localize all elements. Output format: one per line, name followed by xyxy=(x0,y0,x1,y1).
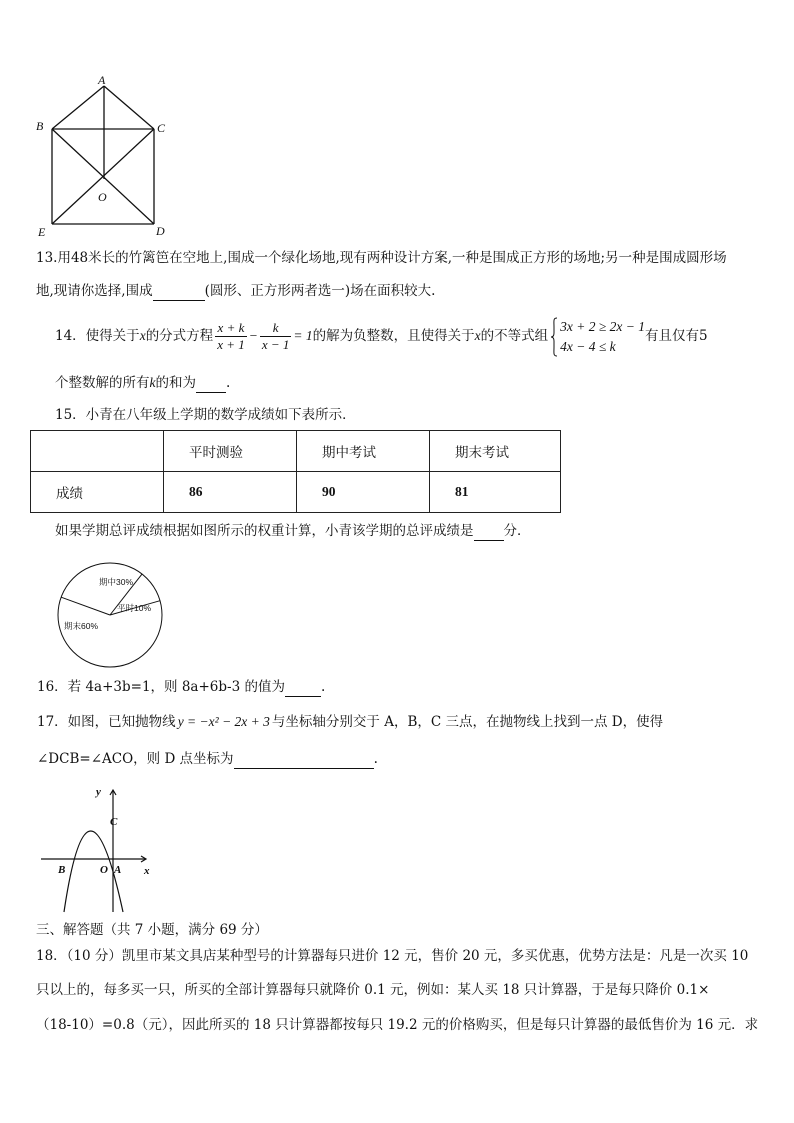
q14-frac1-den: x + 1 xyxy=(217,337,245,352)
pie-label-final: 期末60% xyxy=(64,621,99,631)
q13-line2 xyxy=(36,281,435,301)
q14-frac2-num: k xyxy=(260,320,292,337)
q14-var-k: k xyxy=(149,375,156,390)
q14-line2 xyxy=(55,373,230,393)
q18-line3: （18-10）=0.8（元），因此所买的 18 只计算器都按每只 19.2 元的价格购买，但是每只计算器的最低售价为 16 元．求 xyxy=(36,1017,759,1033)
answer-blank[interactable] xyxy=(234,754,374,769)
q14-sys-row1: 3x + 2 ≥ 2x − 1 xyxy=(560,318,646,334)
axis-label-x: x xyxy=(144,865,150,877)
table-header-cell: 期末考试 xyxy=(430,431,561,472)
table-row-label: 成绩 xyxy=(31,472,164,513)
q14-inequality-system xyxy=(550,317,645,357)
point-label-E: E xyxy=(38,225,46,237)
q14-frac1-num: x + k xyxy=(215,320,247,337)
table-cell: 86 xyxy=(164,472,297,513)
table-row xyxy=(31,472,561,513)
q14-var-x2: x xyxy=(474,328,481,343)
answer-blank[interactable] xyxy=(474,526,504,541)
pie-label-midterm: 期中30% xyxy=(99,577,134,587)
q16-text-b: . xyxy=(320,679,326,695)
q17-line1b: 与坐标轴分别交于 A，B，C 三点，在抛物线上找到一点 D，使得 xyxy=(271,714,664,730)
table-header-cell: 平时测验 xyxy=(164,431,297,472)
q13-line1: 13.用48米长的竹篱笆在空地上,围成一个绿化场地,现有两种设计方案,一种是围成正方形的场地;另一种是围成圆形场 xyxy=(36,250,727,266)
section-title: 三、解答题（共 7 小题，满分 69 分） xyxy=(36,922,268,938)
q17-line2b: . xyxy=(373,751,378,767)
parabola-graph xyxy=(38,780,168,915)
point-label-B: B xyxy=(58,864,66,876)
q16 xyxy=(37,677,325,697)
q14-frac2-den: x − 1 xyxy=(261,337,290,352)
q14-fraction-2 xyxy=(260,320,292,353)
point-label-O: O xyxy=(100,864,108,876)
q13-text-a: 地,现请你选择,围成 xyxy=(36,283,153,299)
q16-text-a: 16．若 4a+3b=1，则 8a+6b-3 的值为 xyxy=(37,679,285,695)
q14-eq1: = 1 xyxy=(293,328,313,343)
table-cell: 81 xyxy=(430,472,561,513)
q14-prefix: 14．使得关于 xyxy=(55,328,140,344)
answer-blank[interactable] xyxy=(153,286,205,301)
point-label-B: B xyxy=(36,119,44,133)
q17-line2a: ∠DCB=∠ACO，则 D 点坐标为 xyxy=(37,751,234,767)
q17-line1a: 17．如图，已知抛物线 xyxy=(37,714,176,730)
q15-intro: 15．小青在八年级上学期的数学成绩如下表所示． xyxy=(55,407,356,423)
q15-question xyxy=(55,521,531,541)
q14-mid3: 的不等式组 xyxy=(480,328,549,344)
q14-mid2: 的解为负整数，且使得关于 xyxy=(312,328,475,344)
q17-formula: y = −x² − 2x + 3 xyxy=(177,714,270,729)
table-header-cell xyxy=(31,431,164,472)
q17-line1 xyxy=(37,712,663,732)
q14-suffix: 有且仅有5 xyxy=(645,328,708,344)
table-cell: 90 xyxy=(297,472,430,513)
answer-blank[interactable] xyxy=(196,378,226,393)
brace-icon xyxy=(550,317,558,357)
q17-line2 xyxy=(37,749,378,769)
q14-line2a: 个整数解的所有 xyxy=(55,375,150,391)
pie-label-usual: 平时10% xyxy=(117,603,152,613)
geometry-figure xyxy=(30,72,180,237)
q14-minus: − xyxy=(248,328,258,343)
point-label-D: D xyxy=(156,224,165,237)
q14-sys-row2: 4x − 4 ≤ k xyxy=(560,338,616,354)
point-label-C: C xyxy=(157,121,166,135)
point-label-O: O xyxy=(98,190,107,204)
point-label-A: A xyxy=(114,864,122,876)
axis-label-y: y xyxy=(96,786,101,798)
weight-pie-chart xyxy=(55,560,165,670)
q15-question-a: 如果学期总评成绩根据如图所示的权重计算，小青该学期的总评成绩是 xyxy=(55,523,474,539)
q14-line2b: 的和为 xyxy=(155,375,196,391)
q18-line1: 18．（10 分）凯里市某文具店某种型号的计算器每只进价 12 元，售价 20 元，多买优惠，优势方法是：凡是一次买 10 xyxy=(36,948,749,964)
table-header-row xyxy=(31,431,561,472)
answer-blank[interactable] xyxy=(285,682,321,697)
table-header-cell: 期中考试 xyxy=(297,431,430,472)
scores-table xyxy=(30,430,561,513)
q14-line1 xyxy=(55,314,708,358)
point-label-C: C xyxy=(110,816,118,828)
q15-question-b: 分． xyxy=(503,523,531,539)
q14-fraction-1 xyxy=(215,320,247,353)
q18-line2: 只以上的，每多买一只，所买的全部计算器每只就降价 0.1 元，例如：某人买 18 只计算器，于是每只降价 0.1× xyxy=(36,982,710,998)
q14-var-x: x xyxy=(139,328,146,343)
point-label-A: A xyxy=(98,73,106,87)
q14-mid1: 的分式方程 xyxy=(145,328,214,344)
q13-text-b: (圆形、正方形两者选一)场在面积较大. xyxy=(204,283,436,299)
q14-line2c: . xyxy=(226,375,231,391)
